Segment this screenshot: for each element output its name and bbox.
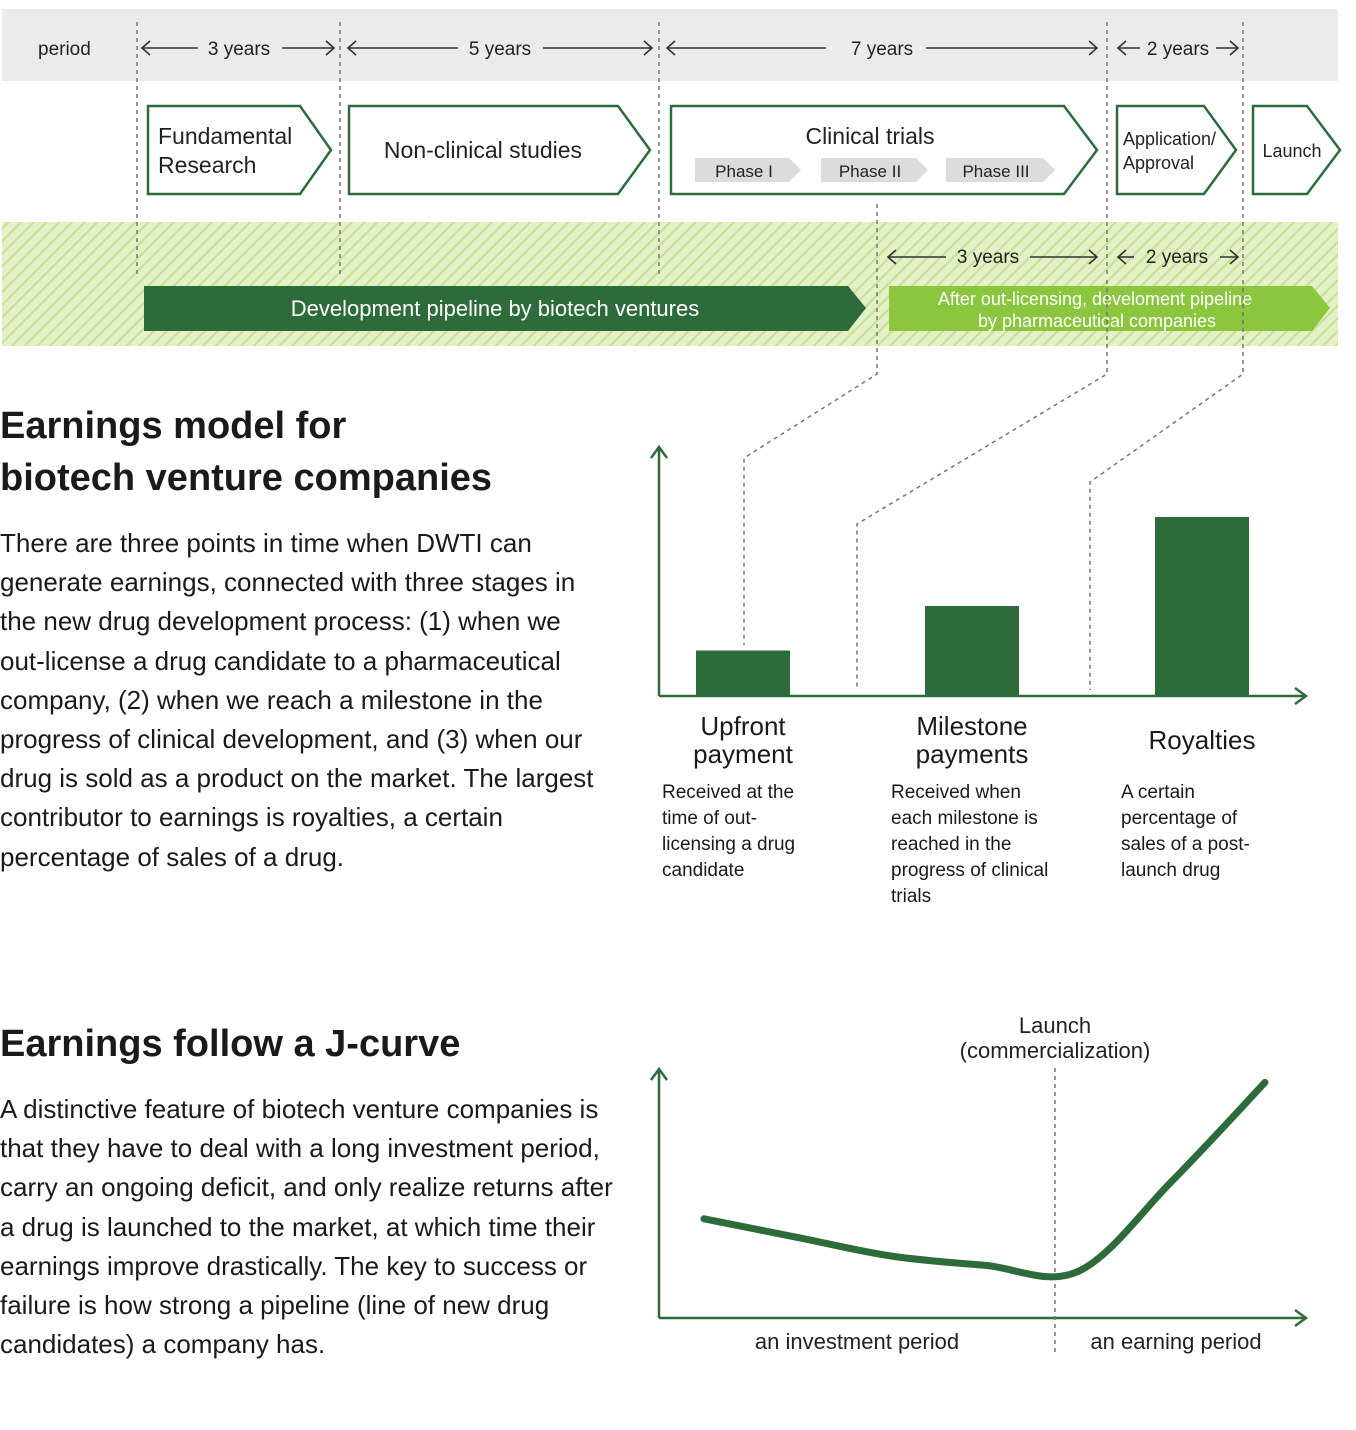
stage-application-line1: Application/ xyxy=(1123,129,1217,149)
bar-title-upfront-line1: Upfront xyxy=(700,711,786,741)
stage-fundamental-line1: Fundamental xyxy=(158,123,293,149)
launch-label-line1: Launch xyxy=(1018,1013,1092,1038)
bar-title-milestone xyxy=(872,712,1072,768)
stage-nonclinical-label: Non-clinical studies xyxy=(383,137,583,163)
phase-1-label: Phase I xyxy=(715,162,773,181)
stage-application-line2: Approval xyxy=(1123,153,1195,173)
bar-title-royalties-line1: Royalties xyxy=(1148,725,1256,755)
earning-period-label: an earning period xyxy=(1090,1329,1262,1354)
stage-application xyxy=(1117,106,1236,194)
phase-3-label: Phase III xyxy=(962,162,1030,181)
bar-desc-royalties: A certain percentage of sales of a post-launch drug xyxy=(1121,782,1250,881)
bar-milestone xyxy=(925,606,1019,695)
bar-title-milestone-line2: payments xyxy=(915,739,1029,769)
stage-launch-label: Launch xyxy=(1262,141,1322,161)
bar-title-royalties xyxy=(1102,726,1302,754)
duration-fundamental: 3 years xyxy=(207,39,271,60)
phase-2-label: Phase II xyxy=(838,162,902,181)
launch-label-line2: (commercialization) xyxy=(959,1038,1151,1063)
jcurve-line xyxy=(704,1082,1265,1276)
jcurve-axes xyxy=(651,1069,1306,1326)
investment-period-label: an investment period xyxy=(754,1329,960,1354)
bar-desc-upfront: Received at the time of out-licensing a drug candidate xyxy=(662,782,796,881)
earnings-model-heading xyxy=(0,400,610,504)
biotech-pipeline-label: Development pipeline by biotech ventures xyxy=(290,296,700,321)
jcurve-section xyxy=(0,1018,615,1364)
pharma-pipeline-line2: by pharmaceutical companies xyxy=(977,311,1217,331)
jcurve-heading: Earnings follow a J-curve xyxy=(0,1023,461,1065)
bar-title-upfront xyxy=(643,712,843,768)
stage-fundamental-line2: Research xyxy=(158,152,257,178)
bar-upfront xyxy=(696,651,790,696)
earnings-model-heading-line1: Earnings model for xyxy=(0,405,347,447)
jcurve-paragraph: A distinctive feature of biotech venture companies is that they have to deal with a long investment period, carry an ongoing deficit, and only realize returns after a drug is launched to the market, at which time their earnings improve drastically. The key to success or failure is how strong a pipeline (line of new drug candidates) a company has. xyxy=(0,1094,613,1360)
bar-title-upfront-line2: payment xyxy=(693,739,793,769)
bar-desc-milestone: Received when each milestone is reached in the progress of clinical trials xyxy=(891,782,1049,907)
period-label: period xyxy=(38,39,91,60)
duration-pharma-clinical: 3 years xyxy=(956,247,1020,268)
duration-approval: 2 years xyxy=(1146,39,1210,60)
bar-royalties xyxy=(1155,517,1249,695)
bar-chart-bars xyxy=(696,517,1249,695)
duration-clinical: 7 years xyxy=(850,39,914,60)
duration-pharma-approval: 2 years xyxy=(1145,247,1209,268)
pharma-pipeline-line1: After out-licensing, develoment pipeline xyxy=(937,289,1253,309)
earnings-model-paragraph: There are three points in time when DWTI can generate earnings, connected with three stages in the new drug development process: (1) when we out-license a drug candidate to a pharmaceutical company, (2) when we reach a milestone in the progress of clinical development, and (3) when our drug is sold as a product on the market. The largest contributor to earnings is royalties, a certain percentage of sales of a drug. xyxy=(0,528,594,872)
bar-title-milestone-line1: Milestone xyxy=(916,711,1028,741)
stage-fundamental-research xyxy=(148,106,331,194)
earnings-model-heading-line2: biotech venture companies xyxy=(0,457,493,499)
earnings-model-section xyxy=(0,400,610,877)
stage-clinical-label: Clinical trials xyxy=(805,123,935,149)
duration-nonclinical: 5 years xyxy=(468,39,532,60)
